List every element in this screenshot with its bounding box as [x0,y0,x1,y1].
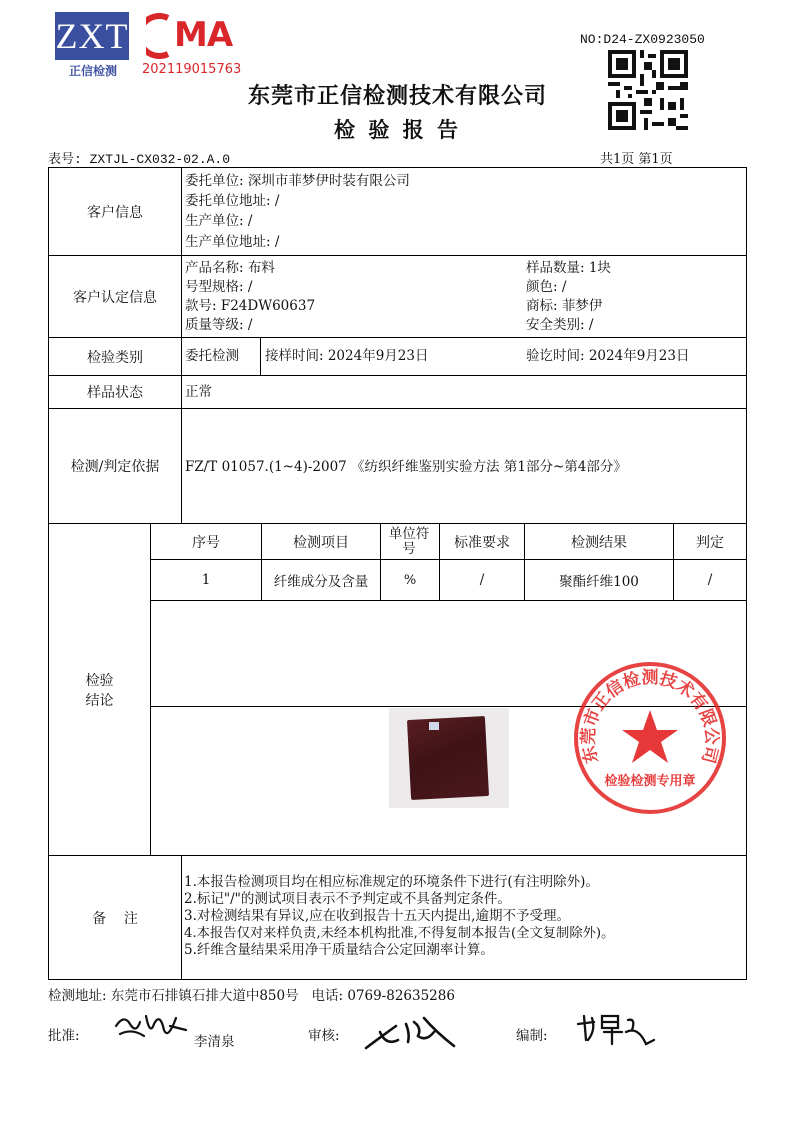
zxt-logo [55,12,129,60]
color: 颜色: / [526,279,567,295]
basis-label: 检测/判定依据 [70,459,160,475]
official-stamp-icon [572,660,728,816]
zxt-logo-subtitle: 正信检测 [68,64,117,78]
basis-value: FZ/T 01057.(1~4)-2007 《纺织纤维鉴别实验方法 第1部分~第4部分》 [185,459,627,475]
client-line-3: 生产单位: / [185,213,253,229]
finish-date: 验讫时间: 2024年9月23日 [526,348,690,364]
zxt-logo-text: ZXT [55,16,129,56]
cma-logo [146,12,242,60]
approver-name: 李清泉 [194,1034,235,1050]
size-spec: 号型规格: / [185,279,253,295]
stamp-arc-text: 东莞市正信检测技术有限公司 [578,668,722,766]
notes-label: 备 注 [92,910,138,927]
header-item: 检测项目 [293,534,349,551]
page-info: 共1页 第1页 [600,152,673,167]
sample-status-value: 正常 [185,384,212,400]
note-item: 1.本报告检测项目均在相应标准规定的环境条件下进行(有注明除外)。 [184,874,599,890]
note-item: 3.对检测结果有异议,应在收到报告十五天内提出,逾期不予受理。 [184,908,570,924]
safety-category: 安全类别: / [526,317,594,333]
note-item: 5.纤维含量结果采用净干质量结合公定回潮率计算。 [184,942,494,958]
sample-photo [389,708,509,808]
approve-signature [110,1006,190,1050]
notes-list [184,874,614,959]
review-signature-icon [362,1012,462,1056]
report-number: NO:D24-ZX0923050 [580,32,705,47]
approve-signature-icon [110,1006,190,1046]
header-standard: 标准要求 [454,534,510,551]
sample-tag [429,722,439,730]
client-line-4: 生产单位地址: / [185,234,280,250]
cma-logo-text: MA [174,15,233,55]
conclusion-label-line1: 检验 [85,672,114,689]
review-label: 审核: [308,1028,340,1044]
test-address: 检测地址: 东莞市石排镇石排大道中850号 电话: 0769-82635286 [48,988,455,1004]
note-item: 4.本报告仅对来样负责,未经本机构批准,不得复制本报告(全文复制除外)。 [184,926,615,941]
conclusion-label [49,524,150,855]
review-signature [362,1012,462,1060]
product-name: 产品名称: 布料 [185,260,275,276]
style-number: 款号: F24DW60637 [185,298,316,314]
report-title: 检 验 报 告 [334,117,461,142]
row-standard: / [479,572,485,588]
row-seq: 1 [201,572,211,588]
company-name: 东莞市正信检测技术有限公司 [247,83,547,109]
header-seq: 序号 [192,534,220,551]
client-info-label: 客户信息 [87,204,143,221]
inspection-type-label: 检验类别 [87,349,143,366]
sample-quantity: 样品数量: 1块 [526,260,611,276]
client-line-2: 委托单位地址: / [185,193,280,209]
fabric-swatch [407,716,489,800]
row-unit: % [403,572,417,588]
cma-number: 202119015763 [142,62,242,77]
conclusion-label-line2: 结论 [85,692,114,709]
row-item: 纤维成分及含量 [273,574,369,590]
receive-date: 接样时间: 2024年9月23日 [265,348,429,364]
edit-label: 编制: [516,1028,548,1044]
client-line-1: 委托单位: 深圳市菲梦伊时装有限公司 [185,173,410,189]
header-verdict: 判定 [696,534,724,551]
approve-label: 批准: [48,1028,80,1044]
inspection-type-value: 委托检测 [185,348,239,364]
note-item: 2.标记"/"的测试项目表示不予判定或不具备判定条件。 [184,891,511,907]
official-stamp [572,660,728,816]
edit-signature-icon [574,1010,658,1050]
header-unit: 单位符号 [388,525,430,557]
stamp-bottom-text: 检验检测专用章 [604,774,696,789]
quality-grade: 质量等级: / [185,317,253,333]
sample-status-label: 样品状态 [87,385,143,401]
edit-signature [574,1010,658,1054]
row-verdict: / [707,572,713,588]
row-result: 聚酯纤维100 [559,574,639,590]
header-result: 检测结果 [571,534,627,551]
form-number: 表号: ZXTJL-CX032-02.A.0 [48,152,231,167]
confirmed-info-label: 客户认定信息 [73,289,157,306]
brand: 商标: 菲梦伊 [526,298,603,314]
